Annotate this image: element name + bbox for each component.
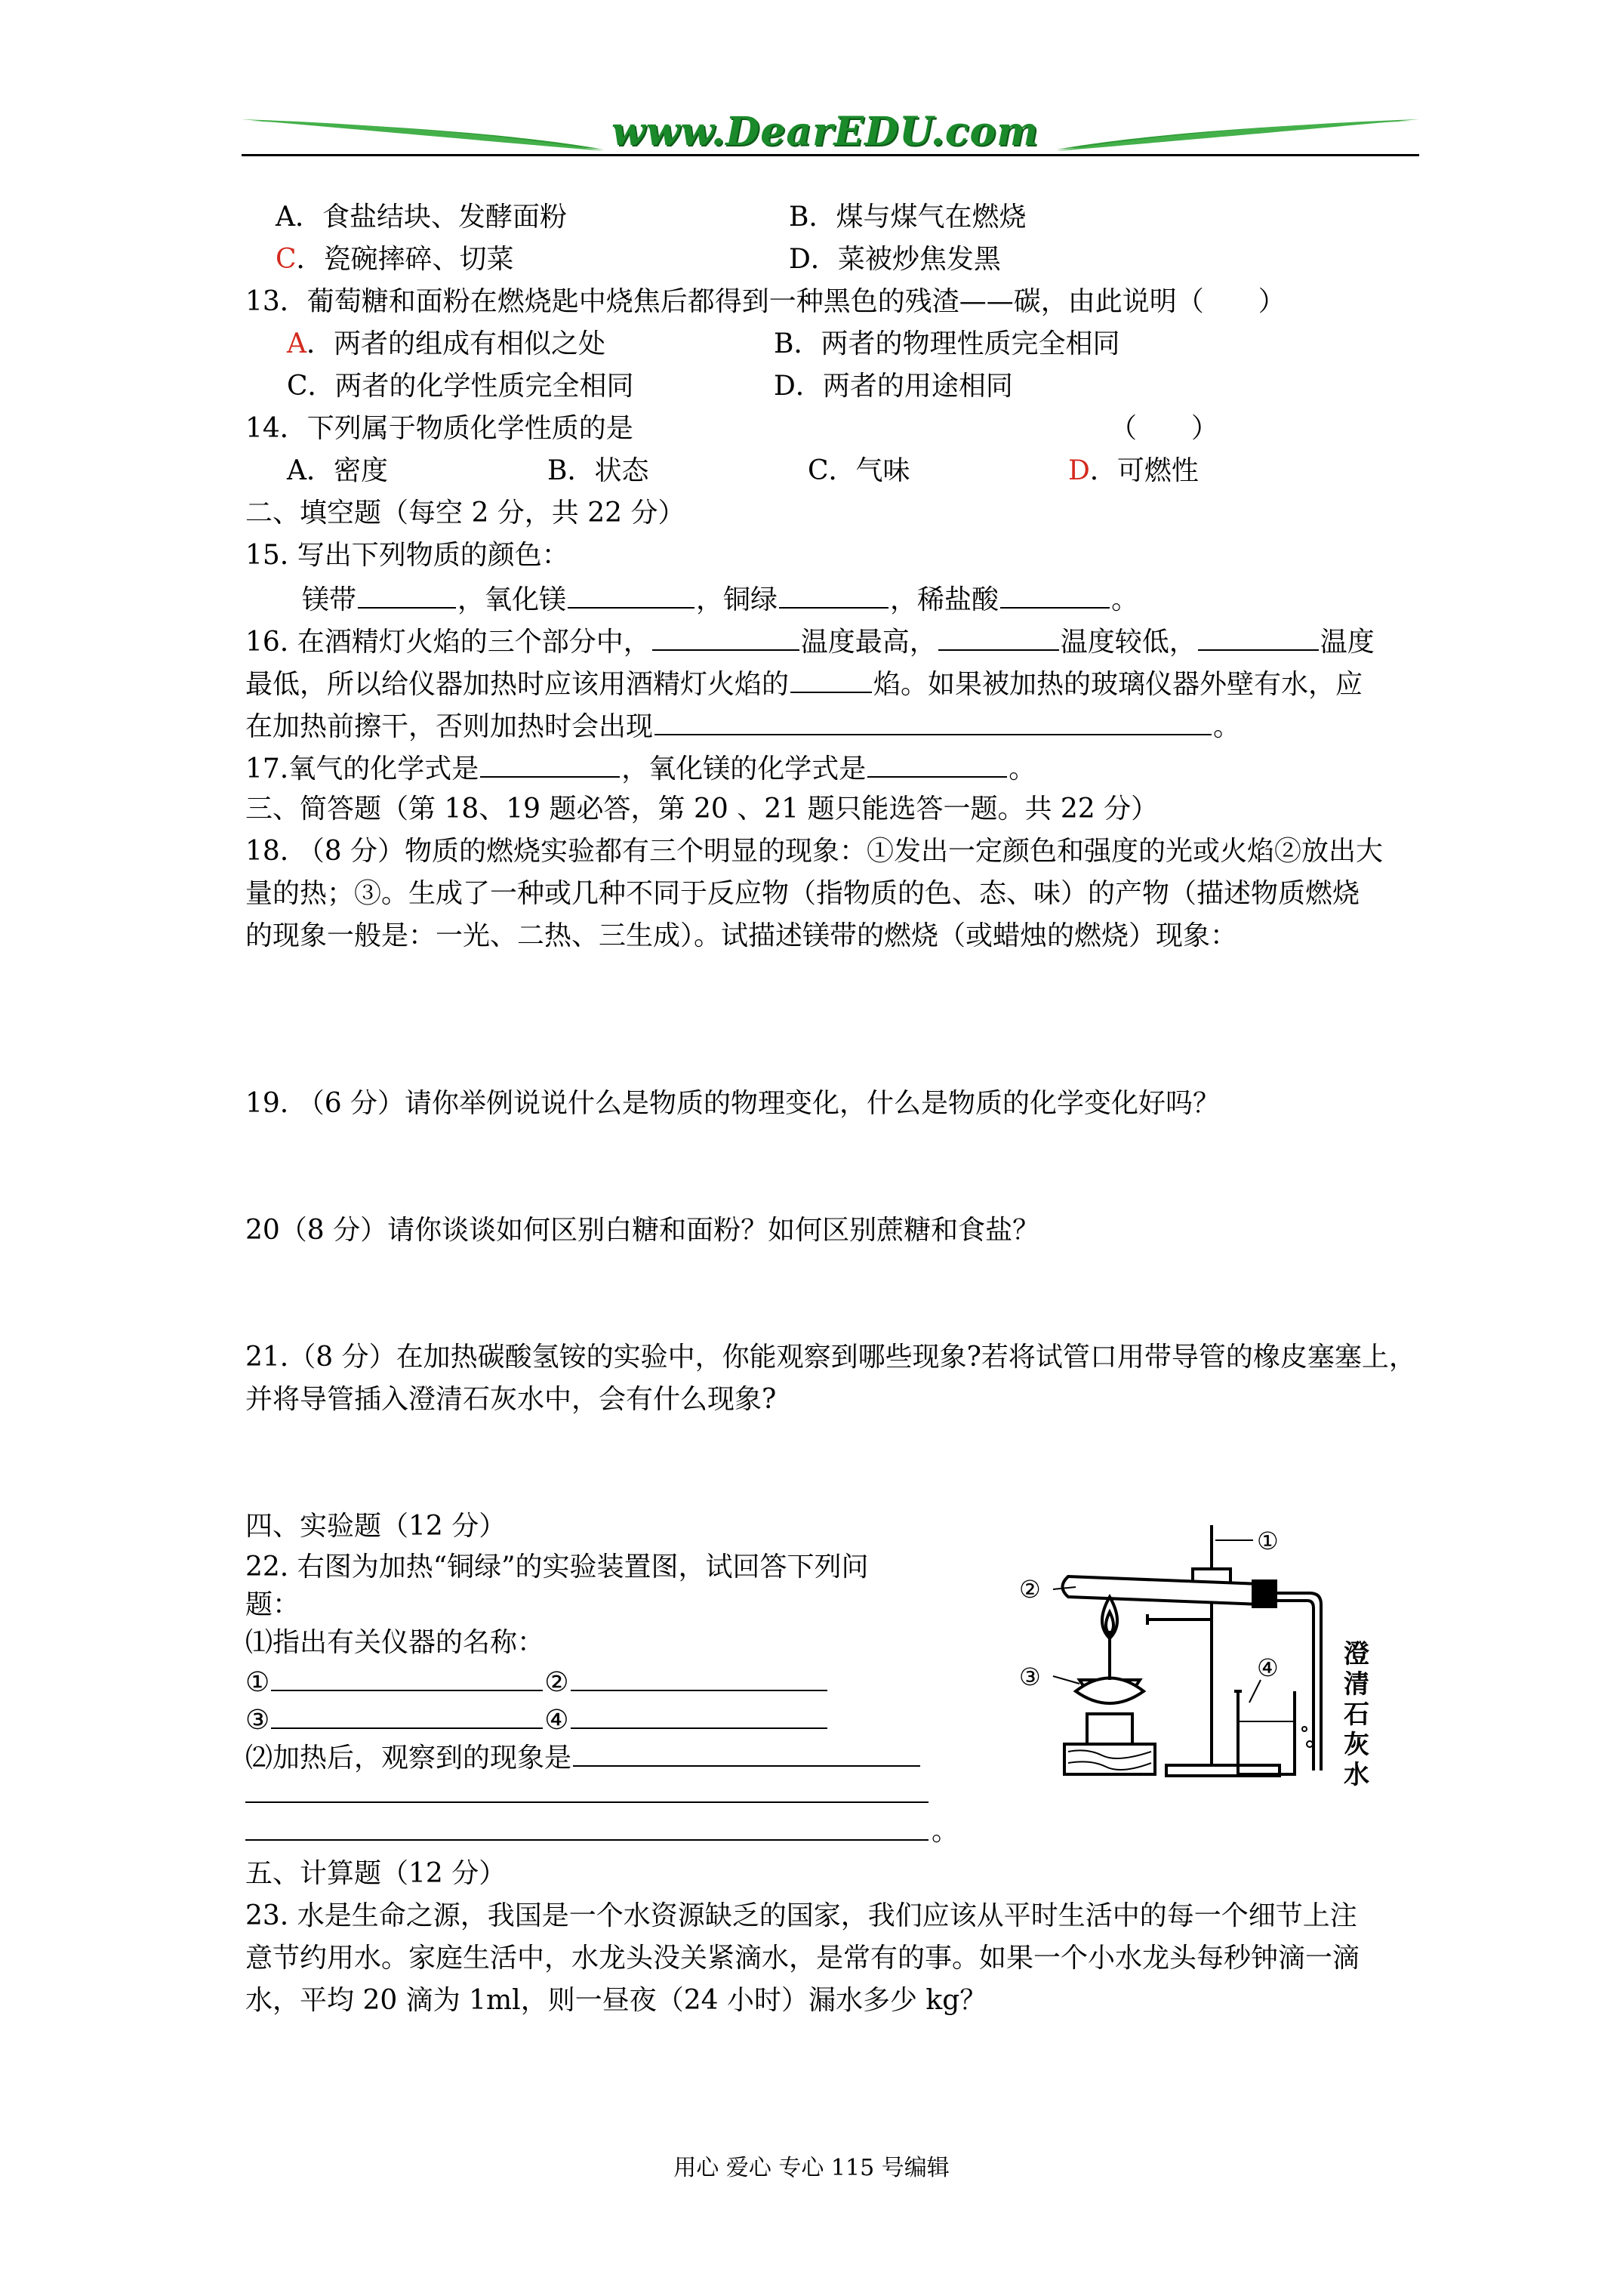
answer-blank <box>358 581 456 609</box>
answer-blank <box>568 581 694 609</box>
q19: 19. （6 分）请你举例说说什么是物质的物理变化，什么是物质的化学变化好吗？ <box>245 1088 1221 1119</box>
q18-line-2: 量的热；③。生成了一种或几种不同于反应物（指物质的色、态、味）的产物（描述物质燃烧 <box>245 878 1360 909</box>
q21-line-2: 并将导管插入澄清石灰水中，会有什么现象? <box>245 1384 777 1415</box>
q22-line-1: 22. 右图为加热“铜绿”的实验装置图，试回答下列问 <box>245 1552 869 1583</box>
site-name: www.DearEDU.com <box>611 109 1039 155</box>
section-4-heading: 四、实验题（12 分） <box>245 1511 507 1542</box>
q23-line-3: 水，平均 20 滴为 1ml，则一昼夜（24 小时）漏水多少 kg？ <box>245 1985 987 2016</box>
section-3-heading: 三、简答题（第 18、19 题必答，第 20 、21 题只能选答一题。共 22 分） <box>245 794 1159 824</box>
figure-label-1: ① <box>1257 1527 1279 1555</box>
answer-mark: C <box>276 244 297 275</box>
answer-blank <box>245 1839 929 1841</box>
page-footer: 用心 爱心 专心 115 号编辑 <box>673 2155 950 2181</box>
figure-text-char: 石 <box>1344 1700 1369 1730</box>
q15-blanks: 镁带 ，氧化镁 ，铜绿 ，稀盐酸 。 <box>302 581 1138 617</box>
answer-blank <box>652 624 799 651</box>
q22-instrument-row-2: ③ ④ <box>245 1702 829 1737</box>
figure-text-char: 灰 <box>1344 1730 1369 1760</box>
header-rule <box>242 154 1419 156</box>
answer-blank <box>245 1801 929 1803</box>
apparatus-figure <box>1012 1518 1434 1808</box>
q17: 17.氧气的化学式是 ，氧化镁的化学式是 。 <box>245 750 1036 786</box>
q18-line-3: 的现象一般是：一光、二热、三生成）。试描述镁带的燃烧（或蜡烛的燃烧）现象： <box>245 920 1238 951</box>
q14-stem: 14．下列属于物质化学性质的是 <box>245 413 633 444</box>
answer-blank <box>654 708 1212 735</box>
q22-end: 。 <box>932 1816 959 1847</box>
q12-option-b: B．煤与煤气在燃烧 <box>789 202 1027 233</box>
q21-line-1: 21.（8 分）在加热碳酸氢铵的实验中，你能观察到哪些现象?若将试管口用带导管的橡皮塞塞上， <box>245 1342 1416 1373</box>
answer-mark: D <box>1068 455 1090 486</box>
q16-line-3: 在加热前擦干，否则加热时会出现 。 <box>245 708 1240 744</box>
q13-option-c: C．两者的化学性质完全相同 <box>287 371 634 402</box>
section-5-heading: 五、计算题（12 分） <box>245 1858 507 1889</box>
q13-option-a: A．两者的组成有相似之处 <box>287 328 606 359</box>
q22-instrument-row-1: ① ② <box>245 1664 829 1700</box>
figure-text-char: 清 <box>1344 1669 1369 1700</box>
q18-line-1: 18. （8 分）物质的燃烧实验都有三个明显的现象：①发出一定颜色和强度的光或火焰②放出大 <box>245 836 1384 867</box>
q14-option-d: D．可燃性 <box>1068 455 1199 486</box>
figure-text-char: 水 <box>1344 1760 1369 1790</box>
answer-blank <box>571 1664 827 1691</box>
figure-label-2: ② <box>1019 1575 1041 1604</box>
header-logo <box>242 106 1419 159</box>
answer-blank <box>790 666 872 693</box>
answer-mark: A <box>287 328 306 359</box>
q13-stem: 13．葡萄糖和面粉在燃烧匙中烧焦后都得到一种黑色的残渣——碳，由此说明（ ） <box>245 286 1286 317</box>
q22-line-3: ⑴指出有关仪器的名称： <box>245 1627 545 1658</box>
answer-blank <box>938 624 1059 651</box>
q12-option-c: C．瓷碗摔碎、切菜 <box>276 244 514 275</box>
answer-blank <box>1198 624 1319 651</box>
q13-option-d: D．两者的用途相同 <box>774 371 1013 402</box>
answer-blank <box>480 750 620 778</box>
q12-option-a: A．食盐结块、发酵面粉 <box>276 202 567 233</box>
figure-label-3: ③ <box>1019 1663 1041 1691</box>
figure-text-char: 澄 <box>1344 1639 1369 1669</box>
q16-line-2: 最低，所以给仪器加热时应该用酒精灯火焰的 焰。如果被加热的玻璃仪器外壁有水，应 <box>245 666 1363 701</box>
section-2-heading: 二、填空题（每空 2 分，共 22 分） <box>245 498 685 529</box>
answer-blank <box>573 1740 920 1767</box>
answer-blank <box>1000 581 1110 609</box>
figure-label-4: ④ <box>1257 1653 1279 1682</box>
q22-line-2: 题： <box>245 1589 300 1620</box>
q16-line-1: 16. 在酒精灯火焰的三个部分中， 温度最高， 温度较低， 温度 <box>245 624 1375 659</box>
q15-stem: 15. 写出下列物质的颜色： <box>245 540 569 571</box>
answer-blank <box>867 750 1007 778</box>
answer-blank <box>271 1664 543 1691</box>
q20: 20（8 分）请你谈谈如何区别白糖和面粉？如何区别蔗糖和食盐？ <box>245 1215 1040 1246</box>
answer-blank <box>271 1702 543 1729</box>
q14-option-b: B．状态 <box>547 455 649 486</box>
answer-blank <box>571 1702 827 1729</box>
copper-green-heating-apparatus <box>1012 1518 1434 1804</box>
q22-observation-line: ⑵加热后，观察到的现象是 <box>245 1740 922 1775</box>
q23-line-2: 意节约用水。家庭生活中，水龙头没关紧滴水，是常有的事。如果一个小水龙头每秒钟滴一滴 <box>245 1943 1360 1974</box>
answer-blank <box>779 581 888 609</box>
q13-option-b: B．两者的物理性质完全相同 <box>774 328 1120 359</box>
q14-paren: （ ） <box>1110 413 1219 444</box>
q14-option-a: A．密度 <box>287 455 388 486</box>
q14-option-c: C．气味 <box>808 455 910 486</box>
q23-line-1: 23. 水是生命之源，我国是一个水资源缺乏的国家，我们应该从平时生活中的每一个细节上注 <box>245 1900 1357 1931</box>
q12-option-d: D．菜被炒焦发黑 <box>789 244 1001 275</box>
